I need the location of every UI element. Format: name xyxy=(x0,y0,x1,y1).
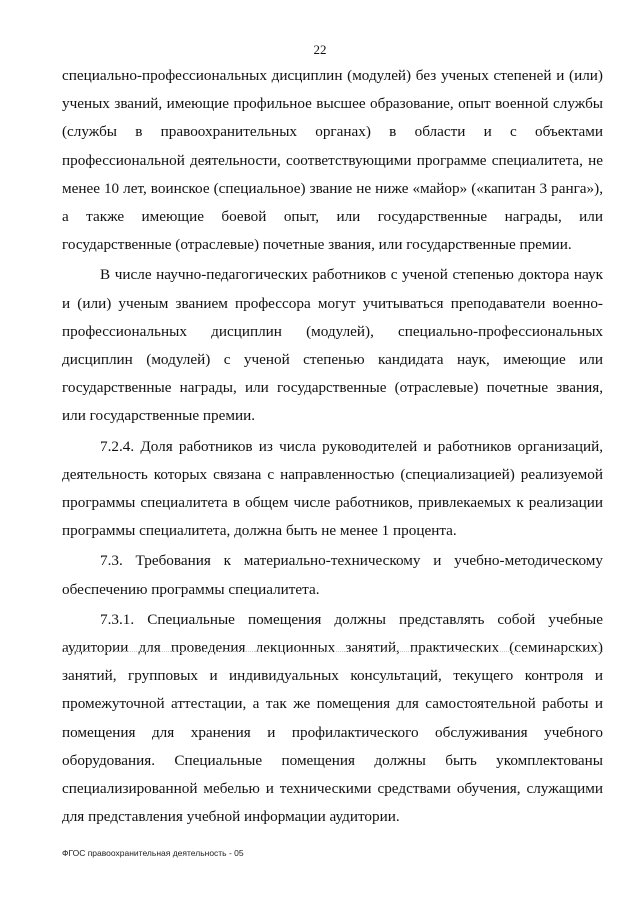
paragraph-7-3: 7.3. Требования к материально-техническому и учебно-методическому обеспечению программы специалитета. xyxy=(62,552,603,598)
paragraph-7-3-1: 7.3.1. Специальные помещения должны представлять собой учебные аудитории для проведения лекционных занятий, практических (семинарских) занятий, групповых и индивидуальных консультаций, текущего контроля и промежуточной аттестации, а так же помещения для самостоятельной работы и помещения для хранения и профилактического обслуживания учебного оборудования. Специальные помещения должны быть укомплектованы специализированной мебелью и техническими средствами обучения, служащими для представления учебной информации аудитории. xyxy=(62,610,603,826)
paragraph-7-2-4: 7.2.4. Доля работников из числа руководителей и работников организаций, деятельность которых связана с направленностью (специализацией) реализуемой программы специалитета в общем числе работников, привлекаемых к реализации программы специалитета, должна быть не менее 1 процента. xyxy=(62,437,603,540)
footer-text: ФГОС правоохранительная деятельность - 05 xyxy=(62,848,244,858)
document-body xyxy=(62,62,603,831)
scan-artifact-line xyxy=(62,651,603,653)
paragraph-continuation: специально-профессиональных дисциплин (модулей) без ученых степеней и (или) ученых званий, имеющие профильное высшее образование, опыт военной службы (службы в правоохранительных органах) в области и с объектами профессиональной деятельности, соответствующими программе специалитета, не менее 10 лет, воинское (специальное) звание не ниже «майор» («капитан 3 ранга»), а также имеющие боевой опыт, или государственные награды, или государственные (отраслевые) почетные звания, или государственные премии. xyxy=(62,67,603,254)
page-number: 22 xyxy=(313,42,327,57)
paragraph-doctoral-staff: В числе научно-педагогических работников с ученой степенью доктора наук и (или) ученым званием профессора могут учитываться преподаватели военно-профессиональных дисциплин (модулей), специально-профессиональных дисциплин (модулей) с ученой степенью кандидата наук, имеющие или государственные награды, или государственные (отраслевые) почетные звания, или государственные премии. xyxy=(62,266,603,425)
